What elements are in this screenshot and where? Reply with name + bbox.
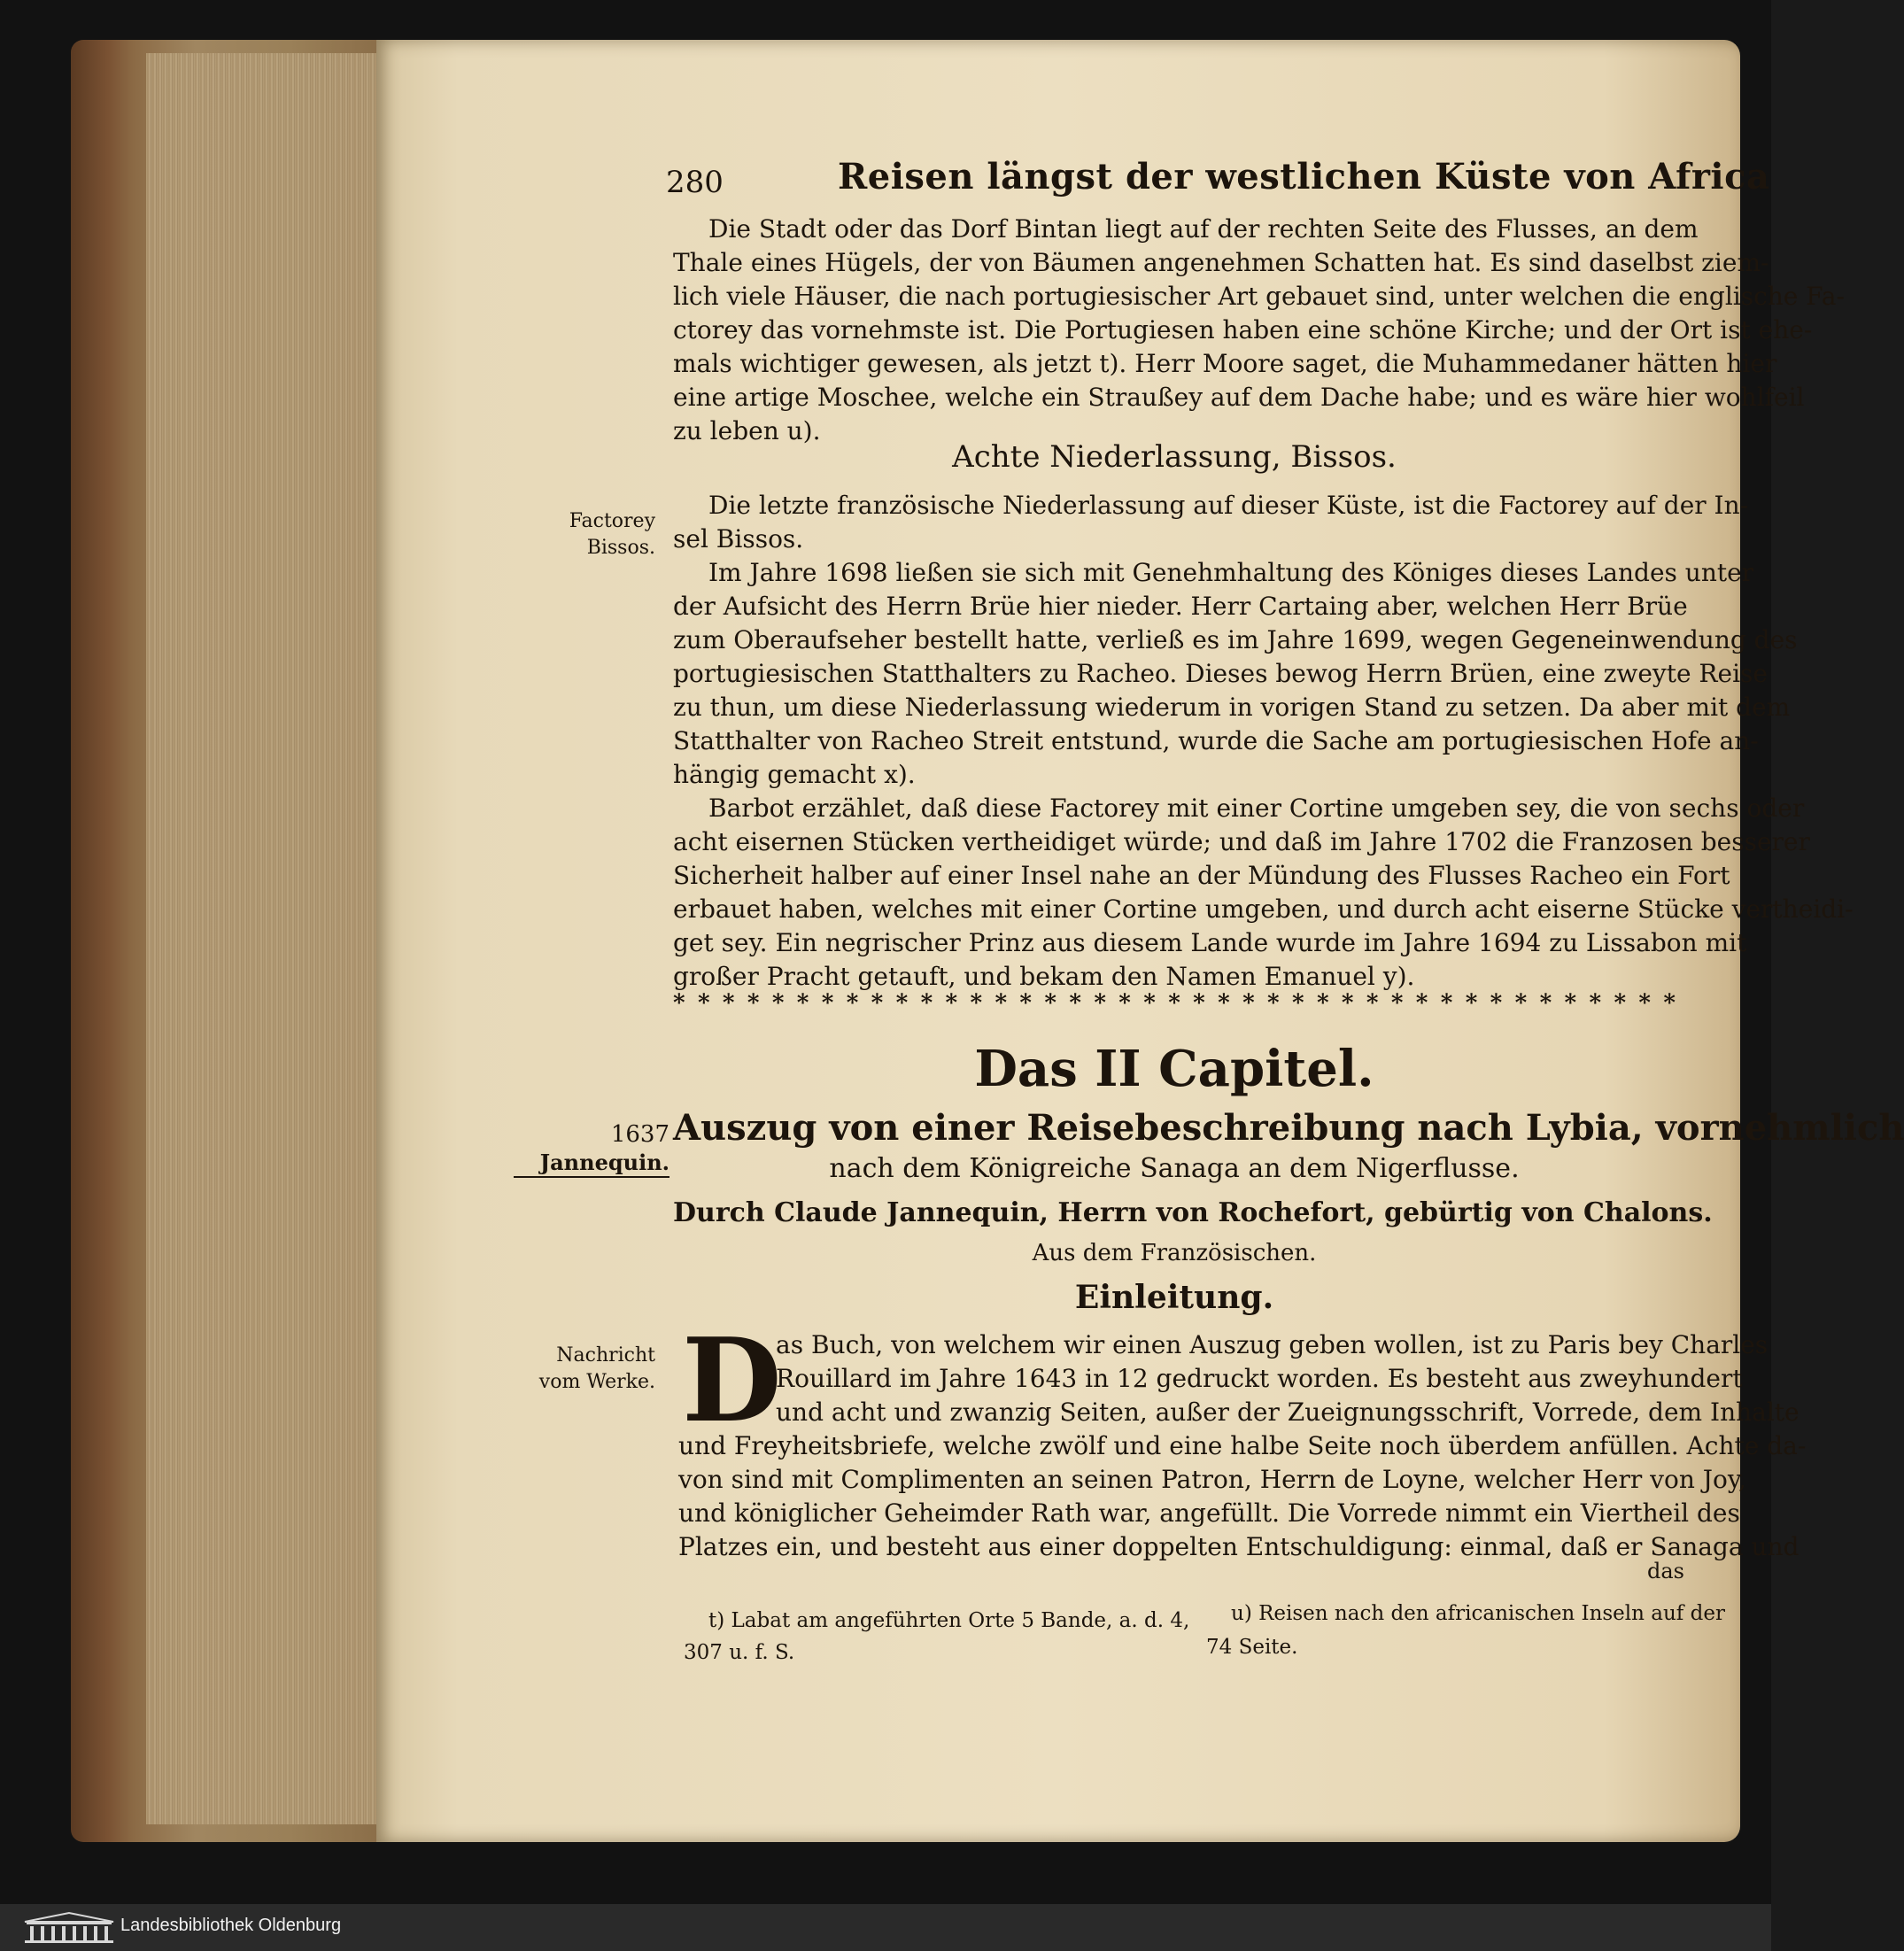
margin-note-factorey: Factorey (569, 510, 655, 532)
library-building-icon (21, 1911, 117, 1945)
drop-cap: D (682, 1312, 782, 1448)
body-line: as Buch, von welchem wir einen Auszug geben wollen, ist zu Paris bey Charles (776, 1330, 1769, 1359)
body-line: get sey. Ein negrischer Prinz aus diesem Lande wurde im Jahre 1694 zu Lissabon mit (673, 928, 1747, 957)
body-line: von sind mit Complimenten an seinen Patron, Herrn de Loyne, welcher Herr von Joy, (678, 1465, 1746, 1494)
margin-note-name: Jannequin. (514, 1150, 669, 1178)
body-line: Statthalter von Racheo Streit entstund, wurde die Sache am portugiesischen Hofe an- (673, 726, 1759, 755)
body-line: und acht und zwanzig Seiten, außer der Zueignungsschrift, Vorrede, dem Inhalte (776, 1397, 1800, 1427)
body-line: lich viele Häuser, die nach portugiesischer Art gebauet sind, unter welchen die englische Fa- (673, 282, 1845, 311)
margin-note-bissos: Bissos. (586, 537, 655, 559)
body-line: Thale eines Hügels, der von Bäumen angenehmen Schatten hat. Es sind daselbst ziem- (673, 248, 1769, 277)
catchword: das (1647, 1559, 1684, 1583)
translation-note: Aus dem Französischen. (1032, 1240, 1317, 1266)
section-heading: Achte Niederlassung, Bissos. (952, 439, 1397, 475)
library-name: Landesbibliothek Oldenburg (120, 1916, 342, 1935)
body-line: Sicherheit halber auf einer Insel nahe an der Mündung des Flusses Racheo ein Fort (673, 861, 1730, 890)
author-line: Durch Claude Jannequin, Herrn von Rochefort, gebürtig von Chalons. (673, 1197, 1713, 1228)
chapter-title: Das II Capitel. (974, 1040, 1374, 1098)
body-line: großer Pracht getauft, und bekam den Namen Emanuel y). (673, 962, 1415, 991)
margin-note-nachricht: Nachricht (556, 1344, 655, 1366)
footnote-t-line2: 307 u. f. S. (684, 1641, 795, 1664)
body-line: und Freyheitsbriefe, welche zwölf und eine halbe Seite noch überdem anfüllen. Achte da- (678, 1431, 1807, 1460)
intro-heading: Einleitung. (1074, 1279, 1274, 1316)
footnote-u-line2: 74 Seite. (1206, 1636, 1298, 1659)
body-line: sel Bissos. (673, 524, 804, 554)
chapter-subtitle-2: nach dem Königreiche Sanaga an dem Nigerflusse. (829, 1153, 1520, 1184)
body-line: der Aufsicht des Herrn Brüe hier nieder. Herr Cartaing aber, welchen Herr Brüe (673, 592, 1688, 621)
body-line: eine artige Moschee, welche ein Straußey auf dem Dache habe; und es wäre hier wohlfeil (673, 383, 1805, 412)
body-line: zu leben u). (673, 416, 821, 445)
ornament-row: * * * * * * * * * * * * * * * * * * * * * * * * * * * * * * * * * * * * * * * * * (673, 990, 1676, 1017)
footnote-t-line1: t) Labat am angeführten Orte 5 Bande, a. d. 4, (708, 1609, 1190, 1632)
body-line: zu thun, um diese Niederlassung wiederum in vorigen Stand zu setzen. Da aber mit dem (673, 693, 1791, 722)
running-head: Reisen längst der westlichen Küste von Africa (838, 156, 1770, 197)
body-line: Die Stadt oder das Dorf Bintan liegt auf der rechten Seite des Flusses, an dem (708, 214, 1699, 244)
page-number: 280 (666, 165, 724, 200)
body-line: Platzes ein, und besteht aus einer doppelten Entschuldigung: einmal, daß er Sanaga und (678, 1532, 1800, 1561)
body-line: Barbot erzählet, daß diese Factorey mit einer Cortine umgeben sey, die von sechs oder (708, 794, 1805, 823)
margin-note-vom-werke: vom Werke. (538, 1371, 655, 1393)
margin-note-year: 1637 (610, 1121, 669, 1148)
body-line: mals wichtiger gewesen, als jetzt t). Herr Moore saget, die Muhammedaner hätten hier (673, 349, 1777, 378)
body-line: Im Jahre 1698 ließen sie sich mit Genehmhaltung des Königes dieses Landes unter (708, 558, 1754, 587)
body-line: portugiesischen Statthalters zu Racheo. Dieses bewog Herrn Brüen, eine zweyte Reise (673, 659, 1768, 688)
body-line: acht eisernen Stücken vertheidiget würde; und daß im Jahre 1702 die Franzosen besserer (673, 827, 1810, 856)
body-line: ctorey das vornehmste ist. Die Portugiesen haben eine schöne Kirche; und der Ort ist ehe- (673, 315, 1813, 345)
footnote-u-line1: u) Reisen nach den africanischen Inseln auf der (1231, 1602, 1725, 1625)
chapter-subtitle-1: Auszug von einer Reisebeschreibung nach Lybia, vornehmlich (673, 1107, 1904, 1149)
body-line: Die letzte französische Niederlassung auf dieser Küste, ist die Factorey auf der In- (708, 491, 1749, 520)
body-line: und königlicher Geheimder Rath war, angefüllt. Die Vorrede nimmt ein Viertheil des (678, 1498, 1740, 1528)
body-line: hängig gemacht x). (673, 760, 916, 789)
body-line: erbauet haben, welches mit einer Cortine umgeben, und durch acht eiserne Stücke vertheidi- (673, 894, 1854, 924)
body-line: zum Oberaufseher bestellt hatte, verließ es im Jahre 1699, wegen Gegeneinwendung des (673, 625, 1798, 654)
body-line: Rouillard im Jahre 1643 in 12 gedruckt worden. Es besteht aus zweyhundert (776, 1364, 1743, 1393)
